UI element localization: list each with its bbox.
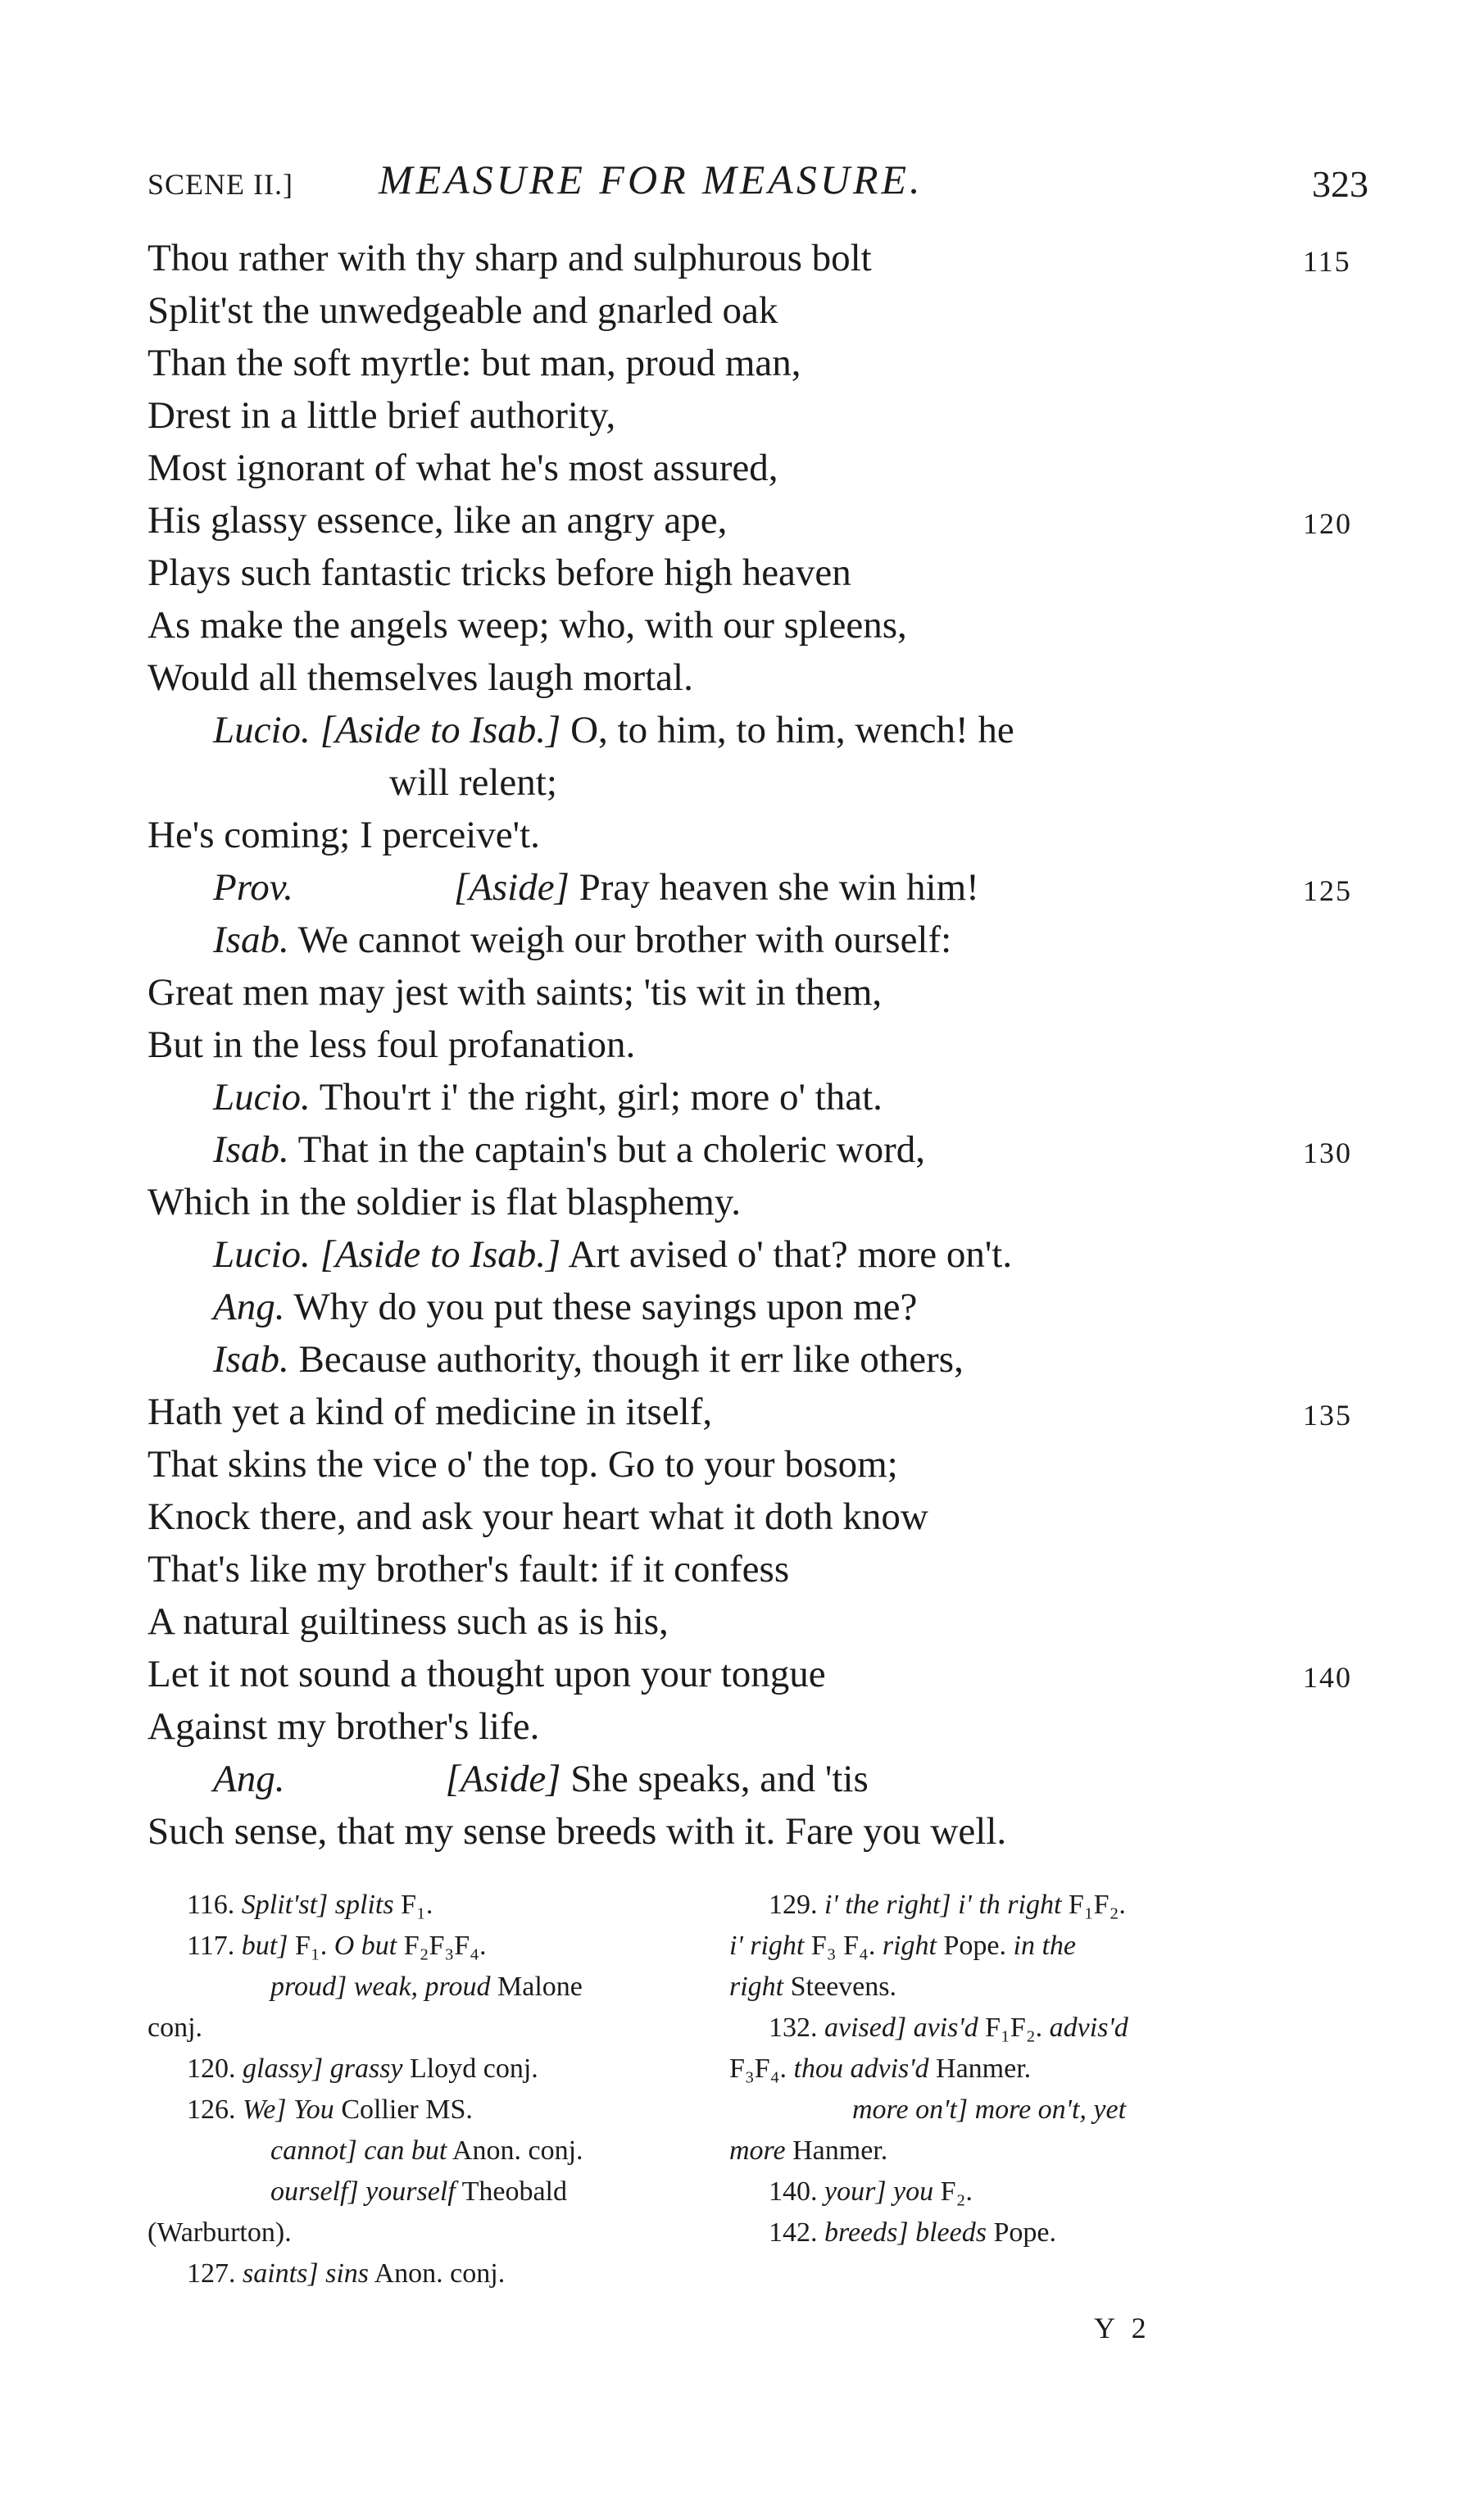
verse-line xyxy=(147,337,1368,389)
scene-label: SCENE II.] xyxy=(147,168,293,201)
footnote-line xyxy=(147,2090,688,2131)
verse-text: That's like my brother's fault: if it confess xyxy=(147,1548,790,1591)
footnote-text: saints] sins xyxy=(243,2258,369,2289)
footnote-text: Pope. xyxy=(937,1931,1014,1961)
verse-line xyxy=(147,1228,1368,1281)
line-number: 125 xyxy=(1303,874,1352,907)
verse-text: Art avised o' that? more on't. xyxy=(560,1233,1013,1276)
footnote-line xyxy=(147,2049,688,2090)
line-number: 140 xyxy=(1303,1661,1352,1694)
footnote-text: Lloyd conj. xyxy=(402,2053,538,2084)
verse-text: Which in the soldier is flat blasphemy. xyxy=(147,1181,741,1223)
footnote-text: ourself] yourself xyxy=(270,2176,456,2207)
verse-line xyxy=(147,494,1368,547)
footnote-text: 129. xyxy=(769,1890,824,1920)
verse-line xyxy=(147,809,1368,861)
footnote-text: conj. xyxy=(147,2013,203,2043)
verse-line xyxy=(147,1438,1368,1491)
footnote-text: your] you xyxy=(824,2176,934,2207)
verse-line xyxy=(147,547,1368,599)
verse-text: Thou'rt i' the right, girl; more o' that. xyxy=(310,1076,883,1119)
footnotes-left-column xyxy=(147,1885,688,2294)
footnote-text: F₁F₂. xyxy=(1061,1890,1126,1920)
verse-text: A natural guiltiness such as is his, xyxy=(147,1600,669,1643)
verse-text: But in the less foul profanation. xyxy=(147,1023,636,1066)
stage-direction: [Aside to Isab.] xyxy=(320,709,561,751)
footnote-text: 117. xyxy=(187,1931,242,1961)
verse-text: Knock there, and ask your heart what it doth know xyxy=(147,1495,928,1538)
footnote-text: avised] avis'd xyxy=(824,2013,978,2043)
footnote-text: right xyxy=(729,1972,784,2002)
footnote-line xyxy=(147,1926,688,1967)
verse-text: Than the soft myrtle: but man, proud man, xyxy=(147,342,801,384)
verse-block xyxy=(147,232,1368,1858)
verse-text: Pray heaven she win him! xyxy=(569,866,979,909)
footnote-line xyxy=(729,2171,1295,2212)
footnote-text: right xyxy=(882,1931,937,1961)
verse-text: Against my brother's life. xyxy=(147,1705,540,1748)
verse-line xyxy=(147,1648,1368,1700)
verse-text: Plays such fantastic tricks before high heaven xyxy=(147,551,851,594)
verse-text: Hath yet a kind of medicine in itself, xyxy=(147,1391,713,1433)
footnote-line xyxy=(729,2008,1295,2049)
verse-line xyxy=(147,1281,1368,1333)
verse-text: Why do you put these sayings upon me? xyxy=(284,1286,918,1328)
footnote-text: Theobald xyxy=(455,2176,568,2207)
footnote-line xyxy=(147,2253,688,2294)
verse-line xyxy=(147,1123,1368,1176)
verse-line xyxy=(147,1543,1368,1595)
footnote-text: F₂. xyxy=(933,2176,973,2207)
footnote-text: 126. xyxy=(187,2094,243,2125)
verse-line xyxy=(147,1333,1368,1386)
verse-line xyxy=(147,1176,1368,1228)
speaker-name: Isab. xyxy=(213,1338,289,1381)
footnote-text: F₁. xyxy=(393,1890,433,1920)
verse-line xyxy=(147,1753,1368,1805)
footnote-line xyxy=(729,2212,1295,2253)
page-number: 323 xyxy=(1312,163,1368,205)
verse-text: Such sense, that my sense breeds with it. Fare you well. xyxy=(147,1810,1007,1853)
verse-text: O, to him, to him, wench! he xyxy=(560,709,1014,751)
verse-line xyxy=(147,1700,1368,1753)
footnote-text: 142. xyxy=(769,2217,824,2248)
footnotes-right-column xyxy=(729,1885,1295,2253)
verse-text: Drest in a little brief authority, xyxy=(147,394,616,437)
footnote-line xyxy=(729,2090,1295,2131)
verse-line xyxy=(147,442,1368,494)
footnote-text: F₃ F₄. xyxy=(804,1931,883,1961)
footnote-text: Pope. xyxy=(986,2217,1056,2248)
line-number: 120 xyxy=(1303,507,1352,540)
verse-text: As make the angels weep; who, with our spleens, xyxy=(147,604,907,647)
verse-line xyxy=(147,1805,1368,1858)
footnote-text: F₁. xyxy=(288,1931,334,1961)
footnote-line xyxy=(729,1967,1295,2008)
verse-line xyxy=(147,1019,1368,1071)
footnote-text: i' the right] i' th right xyxy=(824,1890,1062,1920)
footnote-line xyxy=(147,2171,688,2212)
footnote-text: advis'd xyxy=(1049,2013,1128,2043)
verse-line xyxy=(147,704,1368,756)
footnote-line xyxy=(147,1885,688,1926)
footnote-text: glassy] grassy xyxy=(243,2053,403,2084)
footnote-text: We] You xyxy=(243,2094,334,2125)
stage-direction: [Aside to Isab.] xyxy=(320,1233,561,1276)
verse-text: That in the captain's but a choleric word, xyxy=(288,1128,926,1171)
verse-text: Thou rather with thy sharp and sulphurous bolt xyxy=(147,237,872,279)
verse-line xyxy=(147,599,1368,651)
verse-line xyxy=(147,651,1368,704)
footnote-text: cannot] can but xyxy=(270,2135,447,2166)
line-number: 115 xyxy=(1303,245,1351,278)
footnote-line xyxy=(729,1885,1295,1926)
speaker-name: Lucio. xyxy=(213,1076,311,1119)
footnote-text: O but xyxy=(334,1931,397,1961)
verse-line xyxy=(147,1595,1368,1648)
footnote-line xyxy=(729,1926,1295,1967)
verse-line xyxy=(147,389,1368,442)
footnote-text: 140. xyxy=(769,2176,824,2207)
footnote-text: F₃F₄. xyxy=(729,2053,794,2084)
footnote-text: Anon. conj. xyxy=(369,2258,506,2289)
play-title: MEASURE FOR MEASURE. xyxy=(379,157,924,202)
footnote-text: i' right xyxy=(729,1931,805,1961)
footnote-text: Hanmer. xyxy=(928,2053,1032,2084)
verse-text: She speaks, and 'tis xyxy=(560,1758,869,1800)
verse-line xyxy=(147,966,1368,1019)
speaker-name: Ang. xyxy=(213,1758,285,1800)
footnote-text: more xyxy=(729,2135,786,2166)
footnote-text: F₂F₃F₄. xyxy=(397,1931,487,1961)
verse-text: Most ignorant of what he's most assured, xyxy=(147,447,778,489)
line-number: 130 xyxy=(1303,1137,1352,1169)
verse-text: will relent; xyxy=(389,761,557,804)
stage-direction: [Aside] xyxy=(445,1758,561,1800)
footnote-text: thou advis'd xyxy=(793,2053,929,2084)
verse-text: Split'st the unwedgeable and gnarled oak xyxy=(147,289,778,332)
verse-text: That skins the vice o' the top. Go to your bosom; xyxy=(147,1443,898,1486)
footnote-text: Steevens. xyxy=(783,1972,896,2002)
verse-line xyxy=(147,861,1368,914)
verse-text: Let it not sound a thought upon your tongue xyxy=(147,1653,826,1695)
footnote-text: Collier MS. xyxy=(334,2094,473,2125)
running-header xyxy=(147,156,1368,221)
footnote-text: more on't] more on't, yet xyxy=(852,2094,1127,2125)
verse-line xyxy=(147,914,1368,966)
verse-text: His glassy essence, like an angry ape, xyxy=(147,499,728,542)
footnote-line xyxy=(729,2131,1295,2171)
footnote-text: Anon. conj. xyxy=(447,2135,583,2166)
speaker-name: Lucio. xyxy=(213,1233,311,1276)
footnote-text: Malone xyxy=(490,1972,583,2002)
line-number: 135 xyxy=(1303,1399,1352,1432)
footnote-text: Split'st] splits xyxy=(241,1890,394,1920)
footnote-text: 120. xyxy=(187,2053,243,2084)
verse-text: Because authority, though it err like others, xyxy=(288,1338,964,1381)
speaker-name: Isab. xyxy=(213,1128,289,1171)
speaker-name: Lucio. xyxy=(213,709,311,751)
footnote-text: but] xyxy=(241,1931,288,1961)
verse-line xyxy=(147,756,1368,809)
stage-direction: [Aside] xyxy=(453,866,570,909)
speaker-name: Isab. xyxy=(213,919,289,961)
footnote-text: F₁F₂. xyxy=(978,2013,1050,2043)
footnote-line xyxy=(147,2008,688,2049)
footnote-text: 132. xyxy=(769,2013,824,2043)
verse-text: Would all themselves laugh mortal. xyxy=(147,656,693,699)
footnote-text: (Warburton). xyxy=(147,2217,292,2248)
footnote-text: in the xyxy=(1013,1931,1076,1961)
verse-line xyxy=(147,1386,1368,1438)
footnote-text: 127. xyxy=(187,2258,243,2289)
speaker-name: Prov. xyxy=(213,866,293,909)
verse-line xyxy=(147,1491,1368,1543)
footnote-text: Hanmer. xyxy=(785,2135,888,2166)
signature-mark: Y 2 xyxy=(1094,2312,1151,2344)
footnote-line xyxy=(147,2212,688,2253)
verse-text: We cannot weigh our brother with ourself: xyxy=(288,919,952,961)
verse-text: Great men may jest with saints; 'tis wit in them, xyxy=(147,971,883,1014)
verse-line xyxy=(147,232,1368,284)
speaker-name: Ang. xyxy=(213,1286,285,1328)
footnote-text: 116. xyxy=(187,1890,242,1920)
footnote-text: breeds] bleeds xyxy=(824,2217,987,2248)
verse-line xyxy=(147,284,1368,337)
footnote-line xyxy=(729,2049,1295,2090)
footnote-line xyxy=(147,2131,688,2171)
verse-text: He's coming; I perceive't. xyxy=(147,814,540,856)
verse-line xyxy=(147,1071,1368,1123)
footnote-line xyxy=(147,1967,688,2008)
footnote-text: proud] weak, proud xyxy=(270,1972,491,2002)
